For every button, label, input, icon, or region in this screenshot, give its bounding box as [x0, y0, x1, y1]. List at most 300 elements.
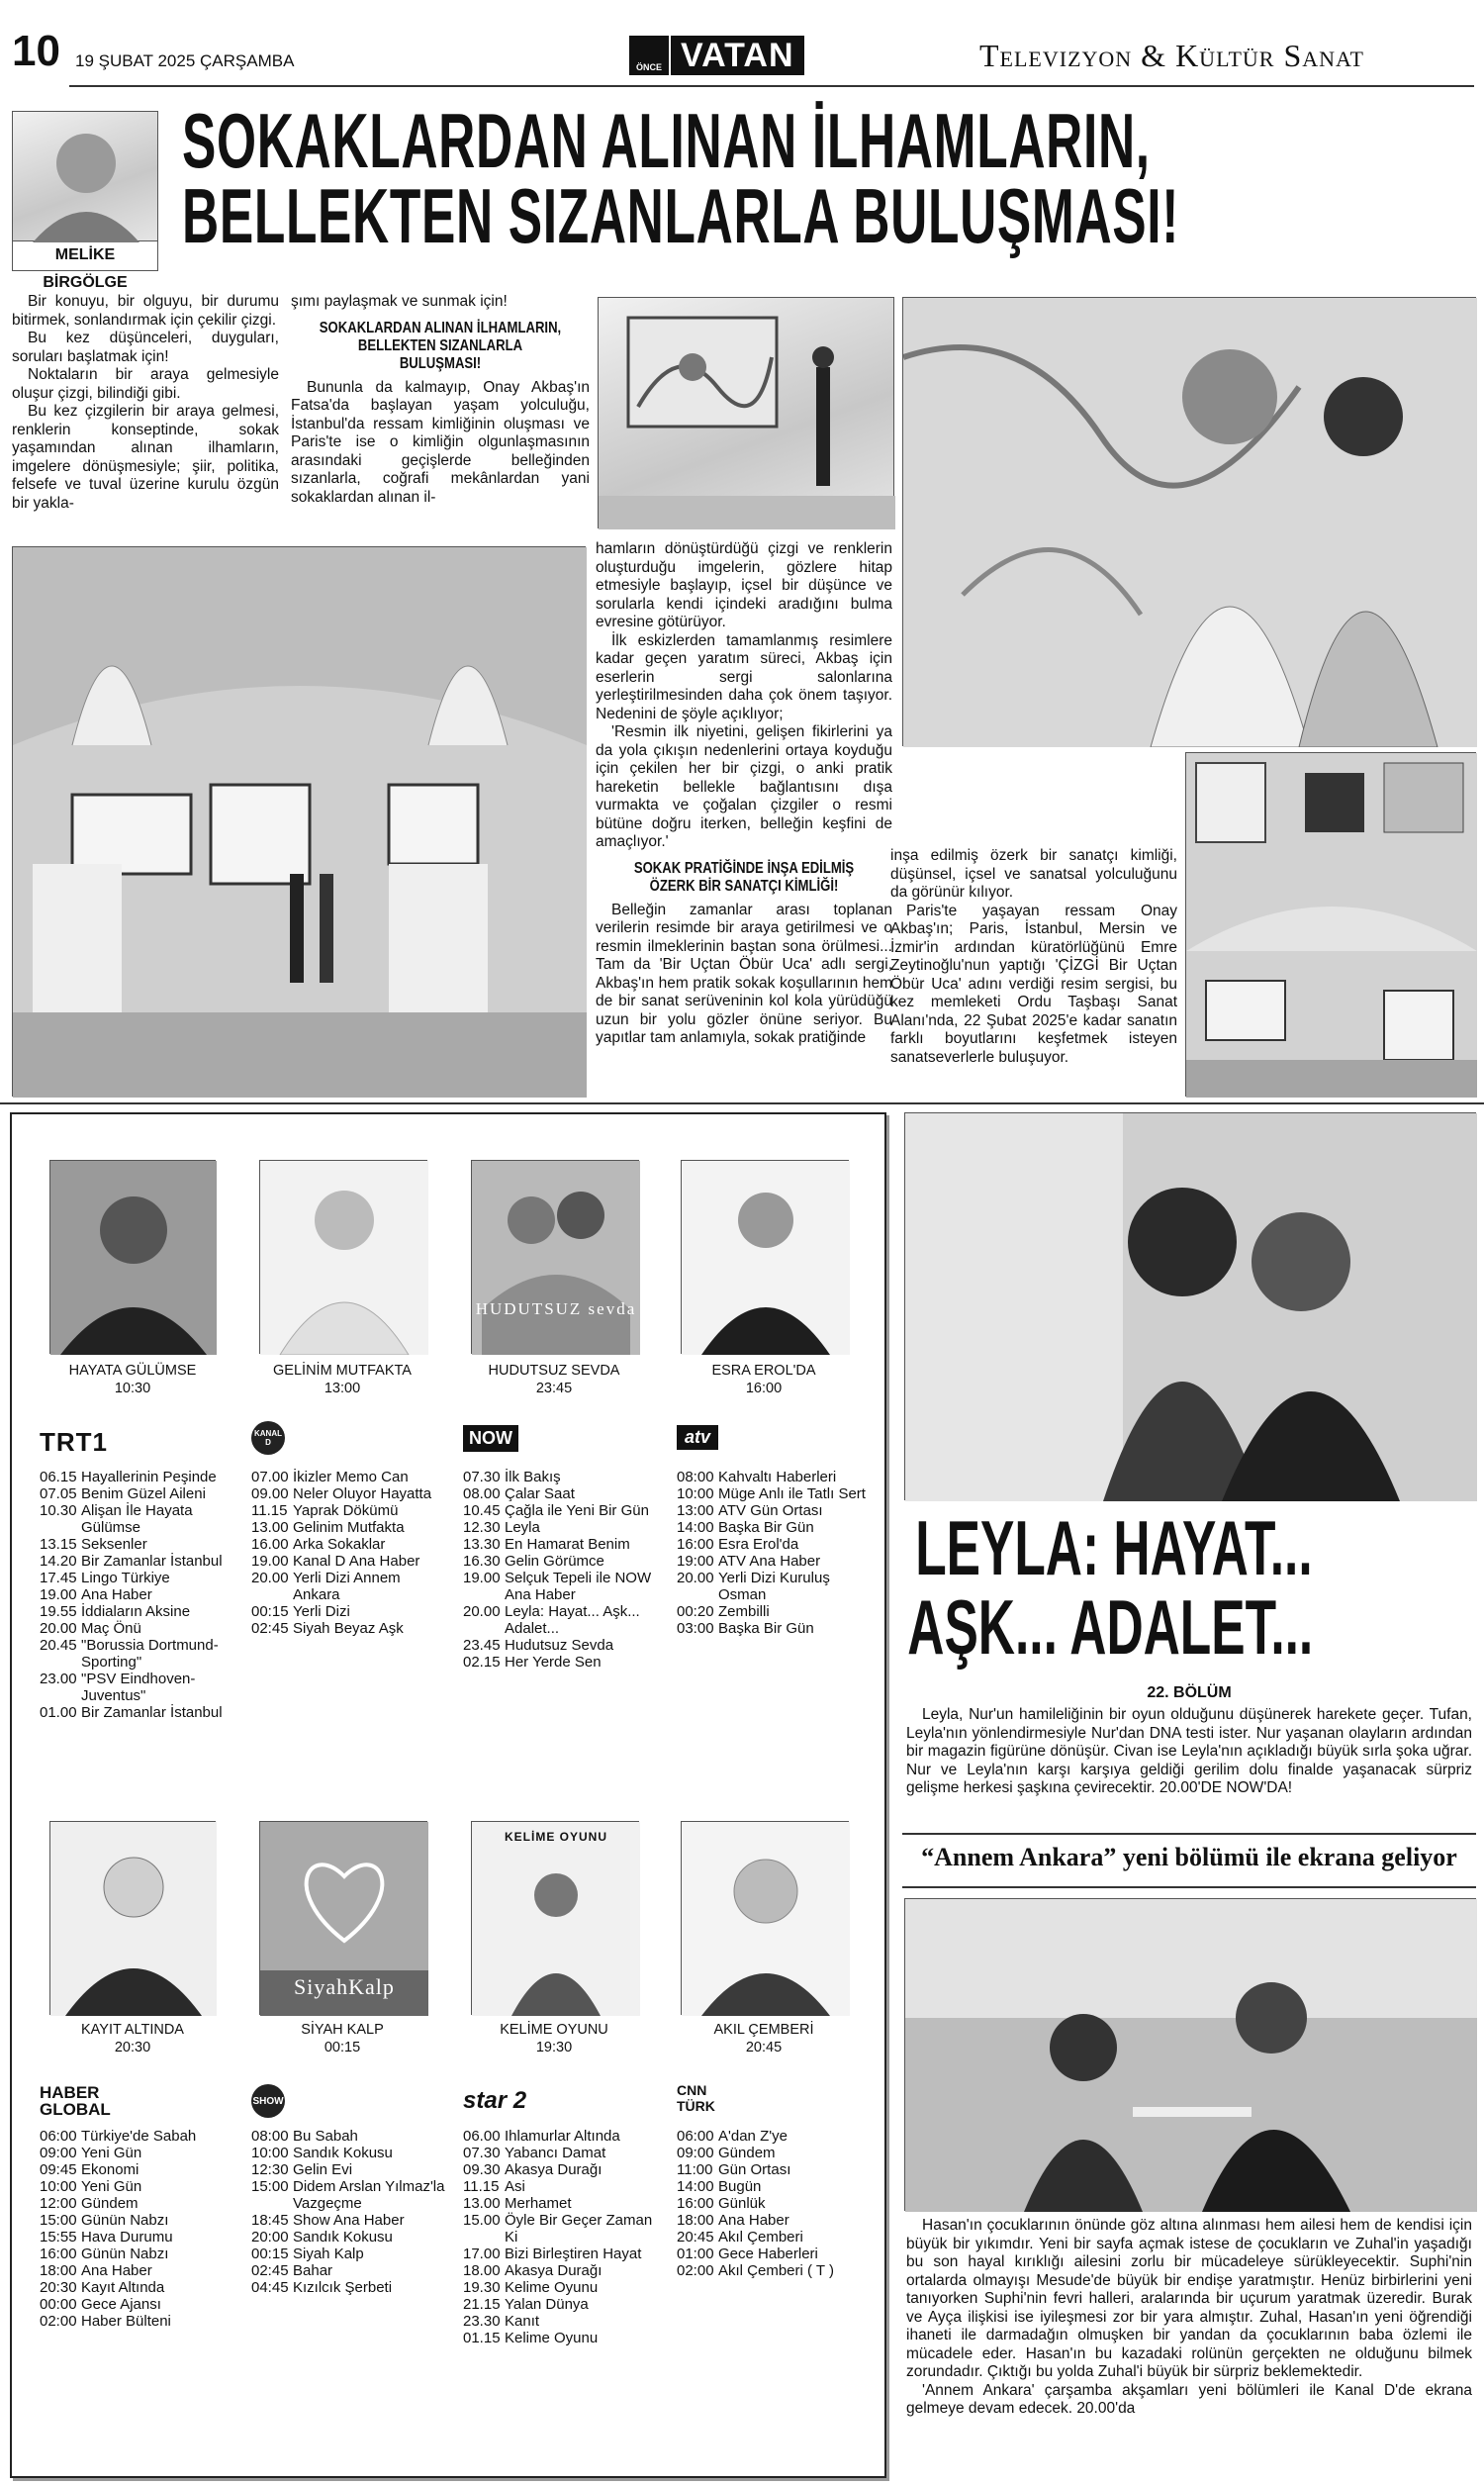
schedule-time: 03:00	[677, 1620, 714, 1637]
schedule-program: Sandık Kokusu	[293, 2229, 393, 2246]
schedule-row	[40, 1502, 228, 1536]
program-time: 20:30	[114, 2040, 151, 2055]
schedule-time: 07.30	[463, 1469, 501, 1485]
schedule-time: 20.00	[251, 1570, 289, 1586]
schedule-program: Yeni Gün	[81, 2145, 142, 2161]
paragraph: Bu kez çizgilerin bir araya gelmesi, renklerin konseptinde, sokak yaşamından alınan ilhamların, imgelere dönüşmesiyle; şiir, politika, felsefe ve tuval üzerine kurulu özgün bir yakla-	[12, 403, 279, 512]
schedule-row	[40, 1536, 228, 1553]
schedule-time: 00:15	[251, 2246, 289, 2262]
schedule-row	[463, 2279, 657, 2296]
schedule-program: Seksenler	[81, 1536, 147, 1553]
schedule-program: Öyle Bir Geçer Zaman Ki	[505, 2212, 653, 2246]
paragraph: hamların dönüştürdüğü çizgi ve renklerin oluşturduğu imgelerin, gözlere hitap etmesiyle başlayıp, içsel bir düşünce ve sorularla kendi içindeki aradığını bulma evresine götürüyor.	[596, 540, 892, 630]
article-subhead: SOKAK PRATİĞİNDE İNŞA EDİLMİŞ ÖZERK BİR SANATÇI KİMLİĞİ!	[633, 859, 855, 895]
article-column-3	[596, 540, 892, 1048]
channel-logo-star2	[463, 2082, 526, 2120]
schedule-row	[677, 2229, 871, 2246]
annem-rule-bottom	[902, 1886, 1476, 1888]
schedule-time: 04:45	[251, 2279, 289, 2296]
schedule-time: 10.30	[40, 1502, 77, 1519]
schedule-row	[677, 2212, 871, 2229]
schedule-row	[40, 1553, 228, 1570]
issue-date: 19 ŞUBAT 2025 ÇARŞAMBA	[75, 51, 295, 70]
schedule-row	[40, 2246, 233, 2262]
star2-logo-text: star 2	[463, 2087, 527, 2114]
schedule-program: Lingo Türkiye	[81, 1570, 170, 1586]
schedule-program: Kanal D Ana Haber	[293, 1553, 420, 1570]
schedule-time: 01.00	[40, 1704, 77, 1721]
author-photo	[12, 111, 158, 241]
schedule-row	[463, 2296, 657, 2313]
schedule-row	[463, 1485, 657, 1502]
schedule-row	[677, 1485, 871, 1502]
schedule-row	[251, 1620, 445, 1637]
schedule-row	[677, 1536, 871, 1553]
paragraph: 'Resmin ilk niyetini, gelişen fikirlerini ya da yola çıkışın nedenlerini ortaya koyduğu için çekilen her bir çizgi, o anki pratik hareketin bellekle bağlantısını dışa vurmakta ve çoğalan çizgiler o resmi bütüne doğru iterken, belleğin keşfini de amaçlıyor.'	[596, 723, 892, 850]
schedule-time: 02:00	[677, 2262, 714, 2279]
schedule-program: Gece Haberleri	[718, 2246, 818, 2262]
schedule-program: Kelime Oyunu	[505, 2330, 599, 2346]
leyla-title-line-2: AŞK... ADALET...	[907, 1583, 1314, 1671]
schedule-time: 09.00	[251, 1485, 289, 1502]
brand-tag-text: ÖNCE	[635, 62, 662, 72]
schedule-time: 13.30	[463, 1536, 501, 1553]
gallery-interior-photo	[1185, 752, 1476, 1097]
schedule-time: 19.00	[251, 1553, 289, 1570]
schedule-row	[40, 2128, 233, 2145]
schedule-time: 15:55	[40, 2229, 77, 2246]
annem-title: “Annem Ankara” yeni bölümü ile ekrana geliyor	[921, 1843, 1457, 1871]
annem-body	[906, 2217, 1472, 2419]
gallery-interior-icon	[1186, 753, 1477, 1098]
schedule-program: Yabancı Damat	[505, 2145, 606, 2161]
schedule-program: Siyah Beyaz Aşk	[293, 1620, 404, 1637]
page-number: 10	[12, 27, 60, 75]
schedule-row	[40, 2296, 233, 2313]
schedule-time: 09.30	[463, 2161, 501, 2178]
program-caption	[36, 1362, 230, 1397]
article-column-1	[12, 293, 279, 513]
schedule-row	[40, 1570, 228, 1586]
artwork-scene-icon	[599, 298, 895, 529]
schedule-row	[463, 2212, 657, 2246]
schedule-time: 20:00	[251, 2229, 289, 2246]
leyla-title	[902, 1504, 1476, 1671]
schedule-row	[251, 2212, 445, 2229]
schedule-row	[251, 2246, 445, 2262]
paragraph: Bununla da kalmayıp, Onay Akbaş'ın Fatsa'da başlayan yaşam yolculuğu, İstanbul'da ressam kimliğinin oluşması ve Paris'te ise o kimliğin olgunlaşmasının arasındaki geçişlerde belleğinden sızanlarla, coğrafi mekânlardan yani sokaklardan alınan il-	[291, 378, 590, 506]
schedule-program: Başka Bir Gün	[718, 1519, 814, 1536]
schedule-program: Her Yerde Sen	[505, 1654, 602, 1671]
schedule-row	[251, 1553, 445, 1570]
schedule-row	[251, 2279, 445, 2296]
schedule-row	[40, 1704, 228, 1721]
schedule-time: 16.30	[463, 1553, 501, 1570]
schedule-time: 16:00	[677, 2195, 714, 2212]
gallery-photo-artwork	[598, 297, 894, 528]
schedule-row	[677, 1620, 871, 1637]
schedule-time: 17.45	[40, 1570, 77, 1586]
schedule-row	[251, 1519, 445, 1536]
schedule-time: 10:00	[40, 2178, 77, 2195]
schedule-time: 13.00	[251, 1519, 289, 1536]
schedule-time: 20.00	[677, 1570, 714, 1586]
schedule-row	[40, 2279, 233, 2296]
schedule-program: ATV Ana Haber	[718, 1553, 821, 1570]
schedule-program: Akasya Durağı	[505, 2262, 603, 2279]
schedule-program: Çalar Saat	[505, 1485, 575, 1502]
schedule-time: 23.00	[40, 1671, 77, 1687]
host-portrait-icon	[682, 1822, 850, 2016]
artist-couple-icon	[903, 298, 1477, 747]
program-poster-kelime	[471, 1821, 639, 2015]
schedule-time: 16.00	[251, 1536, 289, 1553]
schedule-row	[463, 1502, 657, 1519]
channel-logo-trt1	[40, 1427, 108, 1457]
brand-tag	[629, 36, 669, 75]
schedule-time: 14:00	[677, 2178, 714, 2195]
program-name: SİYAH KALP	[301, 2022, 384, 2038]
schedule-time: 15.00	[463, 2212, 501, 2229]
gallery-hall-icon	[13, 547, 587, 1098]
schedule-program: Yalan Dünya	[505, 2296, 589, 2313]
program-caption	[457, 2021, 651, 2056]
schedule-program: İlk Bakış	[505, 1469, 561, 1485]
schedule-time: 06:00	[40, 2128, 77, 2145]
schedule-time: 19.30	[463, 2279, 501, 2296]
schedule-row	[40, 2212, 233, 2229]
program-poster-hayata	[49, 1160, 216, 1354]
schedule-row	[40, 2145, 233, 2161]
schedule-program: Hudutsuz Sevda	[505, 1637, 614, 1654]
kelime-title: KELİME OYUNU	[504, 1830, 607, 1844]
schedule-program: Sandık Kokusu	[293, 2145, 393, 2161]
leyla-body: Leyla, Nur'un hamileliğinin bir oyun olduğunu düşünerek harekete geçer. Tufan, Leyla'nın yönlendirmesiyle Nur'dan DNA testi ister. Nur yaşanan olayların ardından bir magazin figürüne dönüşür. Civan ise Leyla'nın açıkladığı büyük sırla şoka uğrar. Nur ve Leyla'nın karşı karşıya geldiği gerilim dolu finalde yaşanacak sürpriz gelişme herkesi şaşkına çevirecektir. 20.00'DE NOW'DA!	[906, 1706, 1472, 1796]
section-divider	[0, 1102, 1484, 1104]
schedule-row	[463, 2195, 657, 2212]
schedule-time: 20:30	[40, 2279, 77, 2296]
schedule-program: "Borussia Dortmund-Sporting"	[81, 1637, 219, 1671]
schedule-program: Çağla ile Yeni Bir Gün	[505, 1502, 649, 1519]
schedule-row	[677, 2178, 871, 2195]
program-name: ESRA EROL'DA	[711, 1363, 816, 1379]
schedule-row	[251, 2128, 445, 2145]
schedule-time: 09:45	[40, 2161, 77, 2178]
schedule-time: 09:00	[677, 2145, 714, 2161]
schedule-program: Gelinim Mutfakta	[293, 1519, 405, 1536]
program-time: 00:15	[324, 2040, 361, 2055]
schedule-row	[463, 1570, 657, 1603]
schedule-row	[463, 2246, 657, 2262]
schedule-program: Türkiye'de Sabah	[81, 2128, 197, 2145]
schedule-program: Kanıt	[505, 2313, 540, 2330]
schedule-program: Merhamet	[505, 2195, 572, 2212]
schedule-cnnturk	[677, 2128, 871, 2279]
program-name: HUDUTSUZ SEVDA	[488, 1363, 620, 1379]
schedule-row	[463, 1469, 657, 1485]
schedule-time: 11:00	[677, 2161, 713, 2178]
schedule-row	[463, 2161, 657, 2178]
schedule-row	[463, 1553, 657, 1570]
leyla-episode: 22. BÖLÜM	[1147, 1684, 1232, 1701]
schedule-program: Leyla: Hayat... Aşk... Adalet...	[505, 1603, 640, 1637]
schedule-program: Siyah Kalp	[293, 2246, 364, 2262]
article-column-2	[291, 293, 590, 507]
schedule-row	[463, 2313, 657, 2330]
schedule-time: 10.45	[463, 1502, 501, 1519]
program-caption	[457, 1362, 651, 1397]
kanald-logo-text: KANAL D	[254, 1429, 282, 1447]
host-portrait-icon	[50, 1161, 217, 1355]
schedule-program: Bugün	[718, 2178, 762, 2195]
program-poster-akil	[681, 1821, 849, 2015]
program-poster-hudutsuz	[471, 1160, 639, 1354]
schedule-time: 06:00	[677, 2128, 714, 2145]
schedule-row	[463, 2178, 657, 2195]
schedule-time: 00:00	[40, 2296, 77, 2313]
schedule-program: Gün Ortası	[718, 2161, 791, 2178]
schedule-program: Arka Sokaklar	[293, 1536, 386, 1553]
schedule-row	[677, 1469, 871, 1485]
schedule-program: En Hamarat Benim	[505, 1536, 630, 1553]
program-caption	[245, 2021, 439, 2056]
schedule-time: 02:00	[40, 2313, 77, 2330]
schedule-row	[40, 1586, 228, 1603]
schedule-row	[40, 2313, 233, 2330]
page-header	[0, 0, 1484, 89]
paragraph: Bu kez düşünceleri, duyguları, soruları başlatmak için!	[12, 330, 279, 365]
schedule-row	[677, 1570, 871, 1603]
channel-logo-haberglobal	[40, 2084, 119, 2118]
schedule-time: 07.00	[251, 1469, 289, 1485]
schedule-program: Günlük	[718, 2195, 766, 2212]
schedule-program: Yerli Dizi Annem Ankara	[293, 1570, 401, 1603]
schedule-time: 18:00	[40, 2262, 77, 2279]
schedule-program: Ekonomi	[81, 2161, 139, 2178]
schedule-time: 02:45	[251, 1620, 289, 1637]
schedule-program: Müge Anlı ile Tatlı Sert	[718, 1485, 866, 1502]
schedule-time: 12:00	[40, 2195, 77, 2212]
schedule-program: A'dan Z'ye	[718, 2128, 788, 2145]
schedule-row	[463, 1654, 657, 1671]
schedule-program: Bir Zamanlar İstanbul	[81, 1704, 223, 1721]
schedule-time: 12.30	[463, 1519, 501, 1536]
program-poster-siyahkalp	[259, 1821, 427, 2015]
host-portrait-icon	[682, 1161, 850, 1355]
program-time: 16:00	[745, 1381, 783, 1396]
program-caption	[667, 1362, 861, 1397]
paragraph: Hasan'ın çocuklarının önünde göz altına alınması hem ailesi hem de kendisi için büyük bir yıkımdır. Yeni bir sayfa açmak istese de çocukların ve Zuhal'in yaşadığı bu son hayal kırıklığı ailesini zorlu bir mücadeleye sürükleyecektir. Suphi'nin ortalarda olmayışı Mesude'de büyük bir endişe yaratmıştır. Henüz birbirlerini yeni tanıyorken Suphi'nin fevri halleri, aralarında bir uçurum yaratmak üzeredir. Burak ve Ayça ilişkisi ise iyileşmesi zor bir yara almıştır. Zuhal, Hasan'ın yeni öğrendiği ihaneti ile darmadağın olmuşken bir yandan da çocuklarının baba özlemi ile mücadele eder. Hasan'ın bu kazadaki rolünün gerçekten ne olduğunu bilmek zorundadır. Çıktığı bu yolda Zuhal'i büyük bir sürpriz beklemektedir.	[906, 2217, 1472, 2380]
program-name: KAYIT ALTINDA	[81, 2022, 184, 2038]
schedule-time: 11.15	[463, 2178, 500, 2195]
schedule-program: Gündem	[718, 2145, 776, 2161]
schedule-row	[40, 2178, 233, 2195]
schedule-row	[251, 1469, 445, 1485]
program-name: AKIL ÇEMBERİ	[713, 2022, 814, 2038]
headline-line-2: BELLEKTEN SIZANLARLA BULUŞMASI!	[182, 172, 1180, 259]
schedule-program: Kızılcık Şerbeti	[293, 2279, 393, 2296]
schedule-row	[251, 1536, 445, 1553]
program-name: KELİME OYUNU	[500, 2022, 608, 2038]
schedule-program: Gelin Evi	[293, 2161, 353, 2178]
schedule-program: Bu Sabah	[293, 2128, 358, 2145]
schedule-time: 02:45	[251, 2262, 289, 2279]
program-time: 13:00	[324, 1381, 361, 1396]
schedule-row	[463, 2262, 657, 2279]
headline-line-1: SOKAKLARDAN ALINAN İLHAMLARIN,	[182, 97, 1151, 184]
schedule-time: 15:00	[251, 2178, 289, 2195]
schedule-row	[40, 2195, 233, 2212]
schedule-time: 17.00	[463, 2246, 501, 2262]
schedule-row	[40, 2262, 233, 2279]
schedule-program: Yeni Gün	[81, 2178, 142, 2195]
schedule-time: 00:20	[677, 1603, 714, 1620]
schedule-time: 08:00	[251, 2128, 289, 2145]
hudutsuz-title: HUDUTSUZ sevda	[475, 1299, 637, 1318]
schedule-time: 07.05	[40, 1485, 77, 1502]
program-caption	[36, 2021, 230, 2056]
paragraph: Noktaların bir araya gelmesiyle oluşur çizgi, bilindiği gibi.	[12, 366, 279, 402]
atv-logo-text: atv	[685, 1427, 711, 1447]
schedule-time: 01.15	[463, 2330, 501, 2346]
schedule-time: 00:15	[251, 1603, 289, 1620]
schedule-time: 23.45	[463, 1637, 501, 1654]
schedule-row	[251, 1570, 445, 1603]
schedule-program: Zembilli	[718, 1603, 770, 1620]
channel-logo-show	[251, 2084, 285, 2118]
program-name: GELİNİM MUTFAKTA	[273, 1363, 412, 1379]
schedule-program: Hava Durumu	[81, 2229, 173, 2246]
schedule-time: 14.20	[40, 1553, 77, 1570]
schedule-row	[251, 2145, 445, 2161]
schedule-program: Günün Nabzı	[81, 2212, 169, 2229]
schedule-program: Hayallerinin Peşinde	[81, 1469, 217, 1485]
schedule-row	[40, 1603, 228, 1620]
gallery-hall-photo	[12, 546, 586, 1097]
channel-logo-cnnturk	[677, 2082, 736, 2114]
schedule-time: 02.15	[463, 1654, 501, 1671]
host-portrait-icon	[260, 1161, 428, 1355]
article-subhead: SOKAKLARDAN ALINAN İLHAMLARIN, BELLEKTEN SIZANLARLA BULUŞMASI!	[319, 319, 562, 372]
schedule-program: Bir Zamanlar İstanbul	[81, 1553, 223, 1570]
schedule-time: 18:45	[251, 2212, 289, 2229]
schedule-program: Maç Önü	[81, 1620, 141, 1637]
schedule-row	[251, 1502, 445, 1519]
article-column-4	[890, 847, 1177, 1067]
schedule-time: 11.15	[251, 1502, 288, 1519]
cnnturk-logo-text: CNN TÜRK	[677, 2082, 715, 2114]
now-logo-text: NOW	[469, 1428, 512, 1448]
brand-logo	[629, 36, 804, 75]
paragraph: inşa edilmiş özerk bir sanatçı kimliği, düşünsel, içsel ve sanatsal yolculuğunu da görünür kılıyor.	[890, 847, 1177, 901]
leyla-embrace-icon	[905, 1113, 1477, 1501]
paragraph: 'Annem Ankara' çarşamba akşamları yeni bölümleri ile Kanal D'de ekrana gelmeye devam edecek. 20.00'da	[906, 2381, 1472, 2417]
schedule-time: 10:00	[677, 1485, 714, 1502]
schedule-program: Kahvaltı Haberleri	[718, 1469, 837, 1485]
schedule-time: 23.30	[463, 2313, 501, 2330]
schedule-time: 19.00	[40, 1586, 77, 1603]
schedule-row	[463, 1603, 657, 1637]
schedule-program: Başka Bir Gün	[718, 1620, 814, 1637]
schedule-time: 08.00	[463, 1485, 501, 1502]
schedule-row	[677, 1502, 871, 1519]
schedule-time: 16:00	[677, 1536, 714, 1553]
schedule-time: 20.45	[40, 1637, 77, 1654]
annem-scene-icon	[905, 1899, 1477, 2212]
annem-photo	[904, 1898, 1476, 2211]
schedule-program: Gündem	[81, 2195, 139, 2212]
schedule-row	[677, 2195, 871, 2212]
schedule-time: 16:00	[40, 2246, 77, 2262]
schedule-program: Akasya Durağı	[505, 2161, 603, 2178]
schedule-time: 13:00	[677, 1502, 714, 1519]
paragraph: şımı paylaşmak ve sunmak için!	[291, 293, 508, 310]
schedule-row	[40, 1637, 228, 1671]
program-poster-esra	[681, 1160, 849, 1354]
schedule-time: 20:45	[677, 2229, 714, 2246]
annem-rule-top	[902, 1833, 1476, 1835]
schedule-program: Bahar	[293, 2262, 333, 2279]
schedule-row	[251, 2178, 445, 2212]
schedule-time: 06.00	[463, 2128, 501, 2145]
host-portrait-icon	[50, 1822, 217, 2016]
schedule-time: 07.30	[463, 2145, 501, 2161]
schedule-program: Ana Haber	[81, 2262, 152, 2279]
schedule-program: "PSV Eindhoven-Juventus"	[81, 1671, 196, 1704]
schedule-row	[677, 2128, 871, 2145]
schedule-row	[463, 1519, 657, 1536]
schedule-row	[40, 2229, 233, 2246]
schedule-program: Yerli Dizi	[293, 1603, 350, 1620]
series-poster-icon	[472, 1161, 640, 1355]
schedule-row	[251, 2262, 445, 2279]
program-time: 19:30	[535, 2040, 573, 2055]
program-time: 23:45	[535, 1381, 573, 1396]
schedule-row	[677, 2161, 871, 2178]
schedule-row	[251, 2161, 445, 2178]
schedule-row	[463, 1637, 657, 1654]
schedule-row	[463, 2128, 657, 2145]
schedule-program: Kelime Oyunu	[505, 2279, 599, 2296]
schedule-kanald	[251, 1469, 445, 1637]
schedule-row	[677, 1603, 871, 1620]
schedule-row	[40, 2161, 233, 2178]
schedule-time: 20.00	[463, 1603, 501, 1620]
channel-logo-now	[463, 1425, 518, 1452]
schedule-program: Akıl Çemberi	[718, 2229, 803, 2246]
schedule-now	[463, 1469, 657, 1671]
schedule-program: Selçuk Tepeli ile NOW Ana Haber	[505, 1570, 652, 1603]
schedule-time: 18:00	[677, 2212, 714, 2229]
schedule-program: Ihlamurlar Altında	[505, 2128, 620, 2145]
schedule-program: Gece Ajansı	[81, 2296, 161, 2313]
header-rule	[69, 85, 1474, 87]
schedule-row	[677, 1553, 871, 1570]
schedule-time: 18.00	[463, 2262, 501, 2279]
schedule-program: İkizler Memo Can	[293, 1469, 409, 1485]
schedule-row	[463, 2330, 657, 2346]
program-poster-kayit	[49, 1821, 216, 2015]
schedule-program: Didem Arslan Yılmaz'la Vazgeçme	[293, 2178, 445, 2212]
schedule-time: 13.00	[463, 2195, 501, 2212]
schedule-program: Benim Güzel Aileni	[81, 1485, 206, 1502]
siyahkalp-title: SiyahKalp	[294, 1974, 395, 1999]
schedule-program: Gelin Görümce	[505, 1553, 604, 1570]
brand-name: VATAN	[671, 36, 804, 75]
schedule-time: 13.15	[40, 1536, 77, 1553]
schedule-program: Show Ana Haber	[293, 2212, 405, 2229]
schedule-program: Bizi Birleştiren Hayat	[505, 2246, 642, 2262]
